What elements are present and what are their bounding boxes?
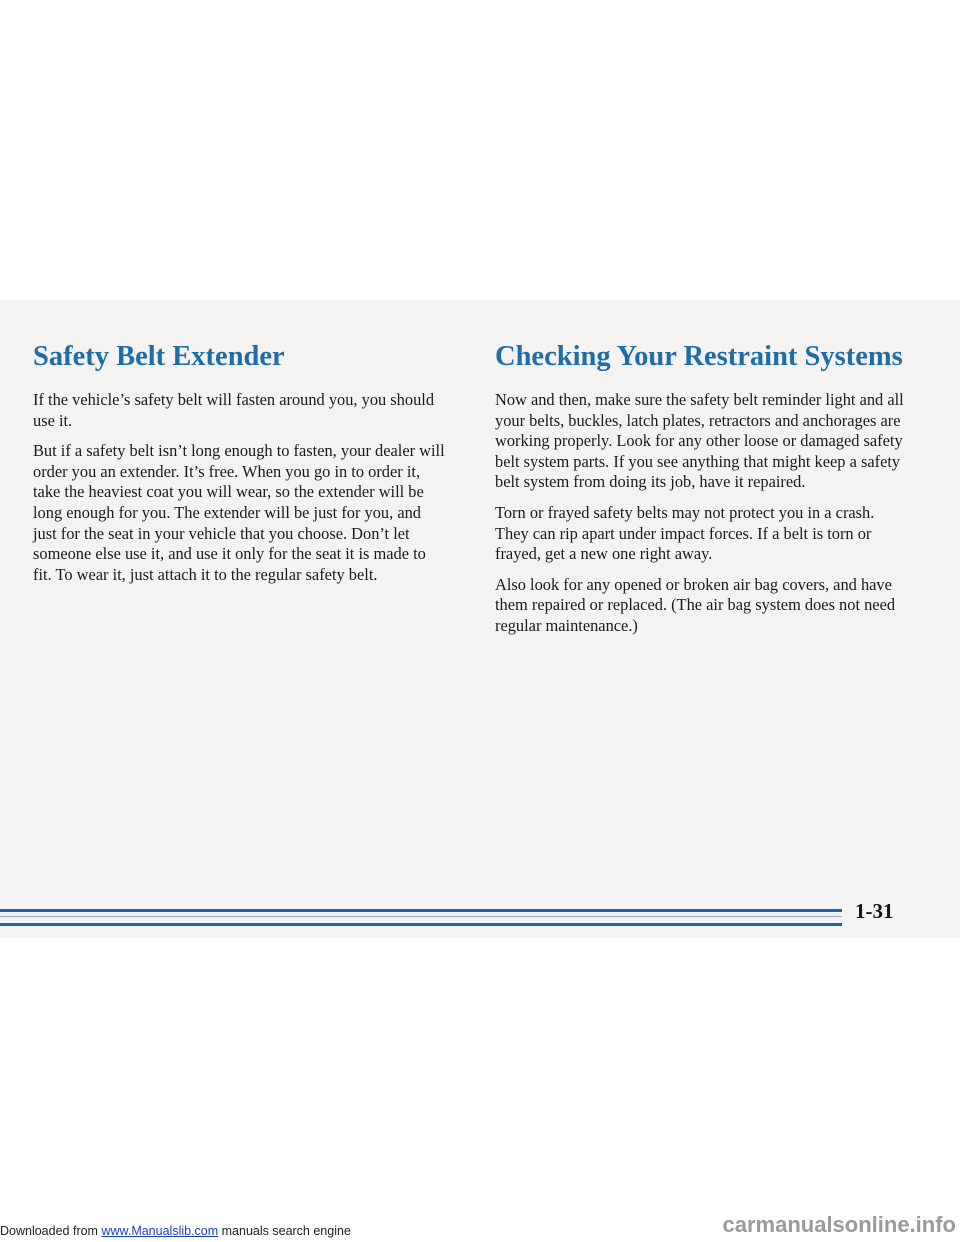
download-note-suffix: manuals search engine: [218, 1224, 351, 1238]
section-heading: Checking Your Restraint Systems: [495, 341, 903, 372]
manualslib-link[interactable]: www.Manualslib.com: [101, 1224, 219, 1238]
page-number: 1-31: [855, 899, 894, 923]
footer-rule: [0, 923, 842, 926]
download-note: [0, 1224, 351, 1238]
safety-belt-extender-section: [33, 340, 445, 595]
manual-page: [0, 300, 960, 938]
paragraph: But if a safety belt isn’t long enough to fasten, your dealer will order you an extender. It’s free. When you go in to order it, take the heaviest coat you will wear, so the extender will be long enough for you. The extender will be just for you, and just for the seat in your vehicle that you choose. Don’t let someone else use it, and use it only for the seat it is made to fit. To wear it, just attach it to the regular safety belt.: [33, 441, 445, 584]
checking-restraint-systems-section: [495, 340, 910, 647]
paragraph: Torn or frayed safety belts may not protect you in a crash. They can rip apart under impact forces. If a belt is torn or frayed, get a new one right away.: [495, 502, 875, 564]
watermark: carmanualsonline.info: [722, 1212, 956, 1237]
paragraph: Now and then, make sure the safety belt reminder light and all your belts, buckles, latch plates, retractors and anchorages are working properly. Look for any other loose or damaged safety belt system parts. If you see anything that might keep a safety belt system from doing its job, have it repaired.: [495, 390, 904, 492]
paragraph: If the vehicle’s safety belt will fasten around you, you should use it.: [33, 390, 435, 430]
footer-rule-thin: [0, 916, 842, 917]
paragraph: Also look for any opened or broken air bag covers, and have them repaired or replaced. (The air bag system does not need regular maintenance.): [495, 574, 896, 635]
section-heading: Safety Belt Extender: [33, 341, 285, 372]
download-note-prefix: Downloaded from: [0, 1224, 102, 1238]
footer-rule: [0, 909, 842, 912]
